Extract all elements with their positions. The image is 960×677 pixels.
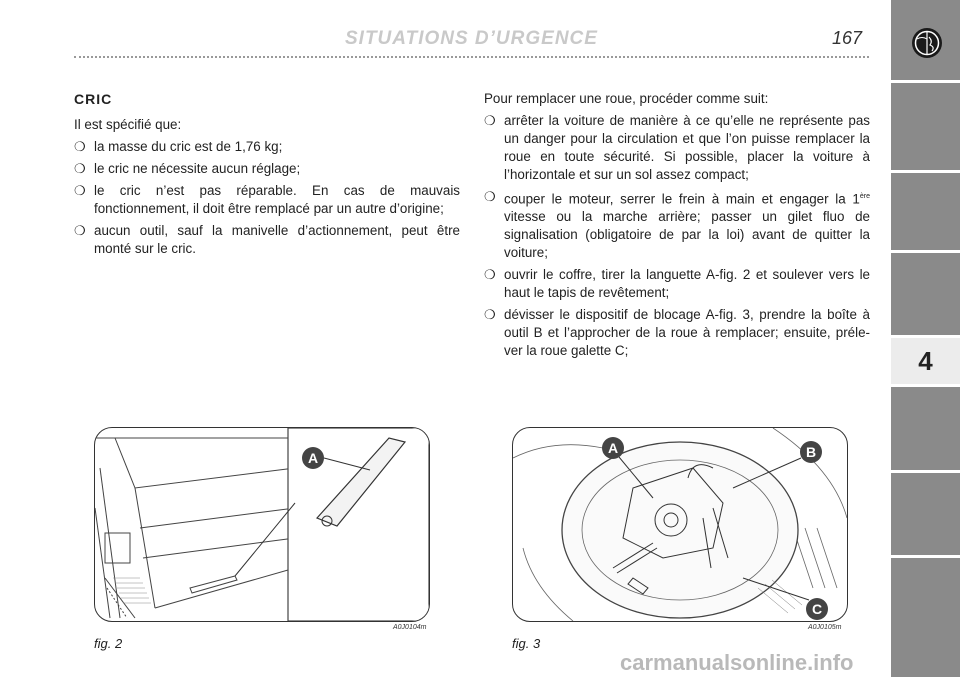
bullet-icon: ❍ — [74, 223, 86, 238]
list-item — [484, 306, 870, 360]
list-item-text: couper le moteur, serrer le frein à main et engager la 1 — [504, 191, 860, 207]
sidebar-gap — [891, 80, 960, 83]
left-column — [74, 90, 460, 262]
list-item — [74, 138, 460, 156]
right-column — [484, 90, 870, 364]
page-number: 167 — [832, 28, 863, 48]
list-item — [484, 188, 870, 262]
list-item-text: ouvrir le coffre, tirer la languette A-fig. 2 et soulever vers le haut le tapis de revêtement; — [504, 267, 870, 301]
bullet-icon: ❍ — [484, 307, 496, 323]
trunk-mat-illustration — [95, 428, 429, 621]
bullet-icon: ❍ — [484, 189, 496, 204]
figure-2-illustration — [94, 427, 430, 622]
header-divider — [74, 56, 869, 58]
callout-c-label: C — [811, 601, 823, 617]
callout-a-label: A — [607, 440, 619, 456]
watermark-text: carmanualsonline.info — [620, 650, 854, 675]
bullet-icon: ❍ — [74, 183, 86, 198]
intro-text: Il est spécifié que: — [74, 117, 182, 132]
figure-3-illustration — [512, 427, 848, 622]
spare-wheel-illustration — [513, 428, 847, 621]
bullet-icon: ❍ — [484, 267, 496, 283]
callout-b-label: B — [805, 444, 817, 460]
list-item-text: dévisser le dispositif de blocage A-fig. 3, prendre la boîte à outil B et l’approcher de la roue à remplacer; ensuite, préle- ver la roue galette C; — [504, 307, 870, 359]
list-item — [74, 222, 460, 258]
bullet-icon: ❍ — [74, 161, 86, 176]
sidebar-gap — [891, 555, 960, 558]
figure-3-caption: fig. 3 — [512, 636, 541, 651]
list-item-text: le cric ne nécessite aucun réglage; — [94, 161, 301, 176]
chapter-number: 4 — [918, 346, 933, 376]
list-item-text: le cric n’est pas réparable. En cas de mauvais fonctionnement, il doit être remplacé par un autre d’origine; — [94, 183, 460, 216]
sidebar-gap — [891, 250, 960, 253]
sidebar-gap — [891, 384, 960, 387]
figure-3-code: A0J0105m — [808, 624, 842, 631]
chapter-sidebar — [891, 0, 960, 677]
list-item-text: la masse du cric est de 1,76 kg; — [94, 139, 283, 154]
list-item-text: vitesse ou la marche arrière; passer un gilet fluo de signalisation (obligatoire de par la loi) avant de quitter la voiture; — [504, 209, 870, 261]
superscript: ère — [859, 193, 870, 200]
figure-2-caption: fig. 2 — [94, 636, 123, 651]
running-header-title: SITUATIONS D’URGENCE — [345, 28, 598, 49]
list-item — [484, 266, 870, 302]
list-item — [74, 160, 460, 178]
figure-2-code: A0J0104m — [393, 624, 427, 631]
brand-logo-icon — [911, 27, 943, 59]
list-item — [74, 182, 460, 218]
sidebar-gap — [891, 470, 960, 473]
sidebar-gap — [891, 170, 960, 173]
bullet-icon: ❍ — [484, 113, 496, 128]
callout-a-label: A — [307, 450, 319, 466]
section-heading: CRIC — [74, 91, 113, 107]
list-item-text: arrêter la voiture de manière à ce qu’elle ne représente pas un danger pour la circulation et que l’on puisse remplacer la roue en toute sécurité. Si possible, placer la voiture à l’horizontale et sur un sol assez compact; — [504, 113, 870, 182]
intro-text: Pour remplacer une roue, procéder comme suit: — [484, 91, 769, 106]
bullet-icon: ❍ — [74, 139, 86, 154]
list-item-text: aucun outil, sauf la manivelle d’actionnement, peut être monté sur le cric. — [94, 223, 460, 256]
list-item — [484, 112, 870, 184]
